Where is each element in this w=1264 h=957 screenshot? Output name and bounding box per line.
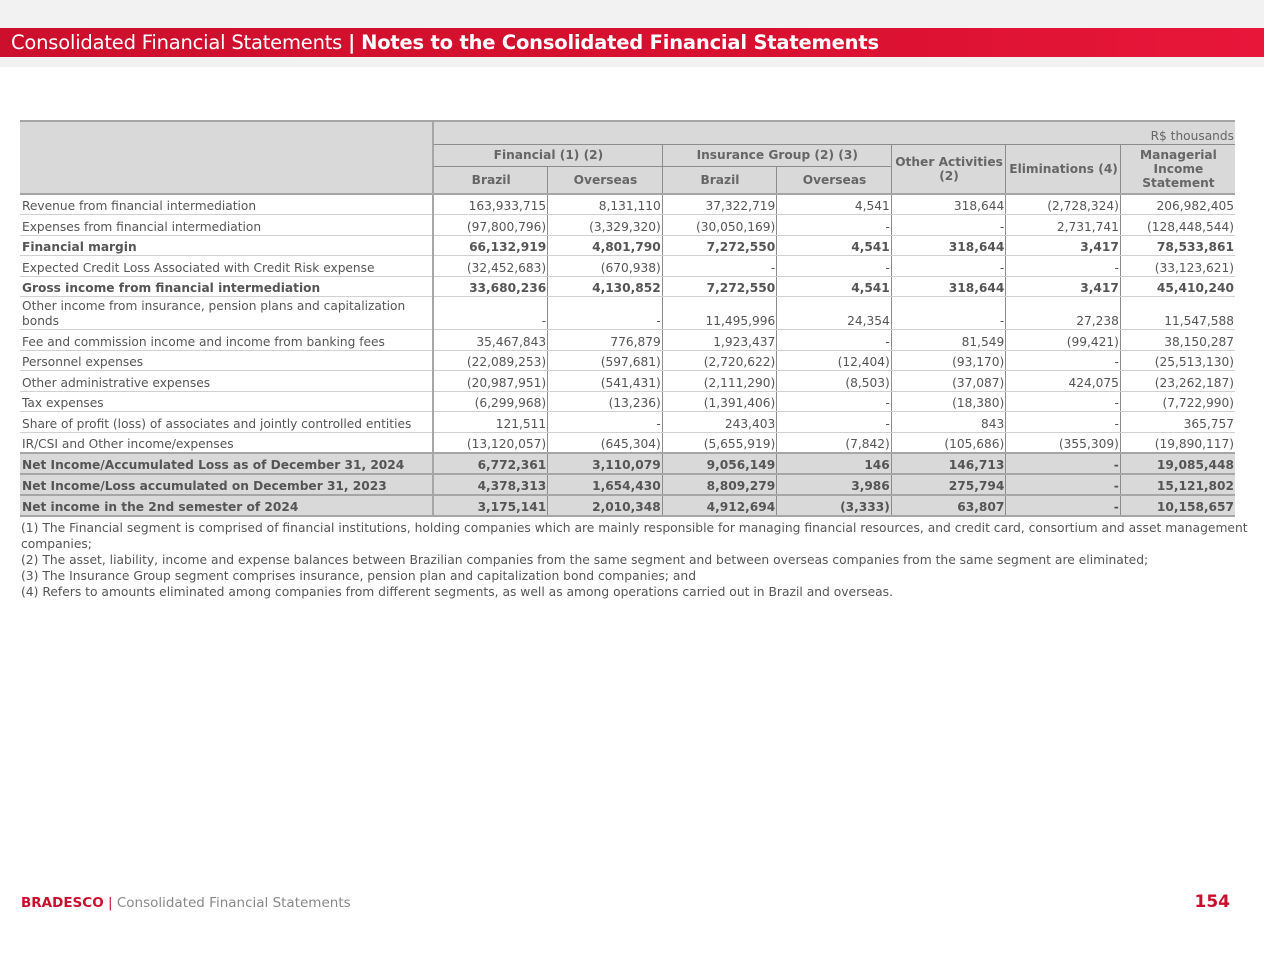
row-value: - <box>1006 412 1121 433</box>
row-label: Other administrative expenses <box>20 371 433 392</box>
page-header <box>0 28 1264 57</box>
row-value: 318,644 <box>891 276 1006 297</box>
row-value: (2,720,622) <box>662 350 777 371</box>
row-value: 9,056,149 <box>662 453 777 474</box>
footer-title: Consolidated Financial Statements <box>116 895 351 911</box>
row-value: 318,644 <box>891 194 1006 215</box>
row-value: 27,238 <box>1006 297 1121 330</box>
row-value: 78,533,861 <box>1120 235 1235 256</box>
row-value: - <box>1006 495 1121 516</box>
row-value: (645,304) <box>548 432 663 453</box>
table-row <box>20 235 1235 256</box>
row-value: 3,110,079 <box>548 453 663 474</box>
row-value: - <box>891 215 1006 236</box>
header-blank-cell <box>20 121 433 194</box>
row-value: 843 <box>891 412 1006 433</box>
row-value: 10,158,657 <box>1120 495 1235 516</box>
row-value: (2,728,324) <box>1006 194 1121 215</box>
row-value: (597,681) <box>548 350 663 371</box>
row-value: (7,722,990) <box>1120 391 1235 412</box>
row-value: 146 <box>777 453 892 474</box>
row-value: 66,132,919 <box>433 235 548 256</box>
footnote-3: (3) The Insurance Group segment comprises insurance, pension plan and capitalization bond companies; and <box>21 569 696 583</box>
row-value: - <box>891 297 1006 330</box>
row-value: (670,938) <box>548 256 663 277</box>
row-value: (105,686) <box>891 432 1006 453</box>
row-value: (2,111,290) <box>662 371 777 392</box>
row-value: (25,513,130) <box>1120 350 1235 371</box>
row-label: Fee and commission income and income from banking fees <box>20 330 433 351</box>
row-value: (355,309) <box>1006 432 1121 453</box>
table-row <box>20 432 1235 453</box>
row-value: (18,380) <box>891 391 1006 412</box>
group-insurance: Insurance Group (2) (3) <box>662 144 891 166</box>
row-value: 1,923,437 <box>662 330 777 351</box>
row-value: (99,421) <box>1006 330 1121 351</box>
row-value: 365,757 <box>1120 412 1235 433</box>
row-value: 146,713 <box>891 453 1006 474</box>
row-value: 19,085,448 <box>1120 453 1235 474</box>
group-other-activities: Other Activities (2) <box>891 144 1006 194</box>
page-footer <box>21 895 351 911</box>
row-value: (97,800,796) <box>433 215 548 236</box>
subheader-financial-overseas: Overseas <box>548 166 663 194</box>
row-value: 4,912,694 <box>662 495 777 516</box>
group-financial: Financial (1) (2) <box>433 144 662 166</box>
row-label: Net Income/Accumulated Loss as of December 31, 2024 <box>20 453 433 474</box>
row-value: (19,890,117) <box>1120 432 1235 453</box>
footer-brand: BRADESCO <box>21 895 104 911</box>
row-value: (3,333) <box>777 495 892 516</box>
row-value: 15,121,802 <box>1120 474 1235 495</box>
row-value: 3,175,141 <box>433 495 548 516</box>
row-value: 45,410,240 <box>1120 276 1235 297</box>
table-row <box>20 474 1235 495</box>
page-number: 154 <box>1194 892 1230 912</box>
subheader-financial-brazil: Brazil <box>433 166 548 194</box>
table-row <box>20 297 1235 330</box>
row-value: (20,987,951) <box>433 371 548 392</box>
unit-label: R$ thousands <box>433 121 1235 144</box>
subheader-insurance-overseas: Overseas <box>777 166 892 194</box>
row-value: (7,842) <box>777 432 892 453</box>
row-value: 275,794 <box>891 474 1006 495</box>
row-value: - <box>777 256 892 277</box>
footnote-1: (1) The Financial segment is comprised of financial institutions, holding companies which are mainly responsible for managing financial resources, and credit card, consortium and asset management companies; <box>21 521 1248 551</box>
table-row <box>20 371 1235 392</box>
segment-income-table <box>20 120 1235 517</box>
table-row <box>20 412 1235 433</box>
header-underline <box>0 57 1264 67</box>
row-value: (32,452,683) <box>433 256 548 277</box>
table-row <box>20 215 1235 236</box>
table-body <box>20 194 1235 516</box>
row-value: 11,547,588 <box>1120 297 1235 330</box>
row-value: (12,404) <box>777 350 892 371</box>
row-label: Share of profit (loss) of associates and jointly controlled entities <box>20 412 433 433</box>
row-value: 206,982,405 <box>1120 194 1235 215</box>
row-label: Expenses from financial intermediation <box>20 215 433 236</box>
row-value: (5,655,919) <box>662 432 777 453</box>
row-value: - <box>1006 350 1121 371</box>
row-value: 8,131,110 <box>548 194 663 215</box>
row-label: IR/CSI and Other income/expenses <box>20 432 433 453</box>
footnotes <box>21 520 1251 600</box>
row-value: - <box>777 330 892 351</box>
row-label: Net Income/Loss accumulated on December 31, 2023 <box>20 474 433 495</box>
row-value: 121,511 <box>433 412 548 433</box>
row-value: 163,933,715 <box>433 194 548 215</box>
table-row <box>20 495 1235 516</box>
row-label: Expected Credit Loss Associated with Credit Risk expense <box>20 256 433 277</box>
row-value: (541,431) <box>548 371 663 392</box>
footer-separator: | <box>107 895 113 911</box>
row-value: 37,322,719 <box>662 194 777 215</box>
table-row <box>20 256 1235 277</box>
row-label: Personnel expenses <box>20 350 433 371</box>
row-value: 4,801,790 <box>548 235 663 256</box>
row-value: (13,236) <box>548 391 663 412</box>
table-row <box>20 350 1235 371</box>
row-value: 243,403 <box>662 412 777 433</box>
row-value: - <box>1006 391 1121 412</box>
row-value: (37,087) <box>891 371 1006 392</box>
row-value: - <box>1006 256 1121 277</box>
row-value: - <box>662 256 777 277</box>
row-value: 35,467,843 <box>433 330 548 351</box>
row-label: Net income in the 2nd semester of 2024 <box>20 495 433 516</box>
row-value: (128,448,544) <box>1120 215 1235 236</box>
row-value: (23,262,187) <box>1120 371 1235 392</box>
row-value: - <box>777 215 892 236</box>
row-value: (3,329,320) <box>548 215 663 236</box>
row-value: (13,120,057) <box>433 432 548 453</box>
row-value: 11,495,996 <box>662 297 777 330</box>
table-row <box>20 391 1235 412</box>
table-row <box>20 453 1235 474</box>
row-value: 776,879 <box>548 330 663 351</box>
row-value: 4,130,852 <box>548 276 663 297</box>
row-value: 424,075 <box>1006 371 1121 392</box>
row-value: (93,170) <box>891 350 1006 371</box>
header-right-title: Notes to the Consolidated Financial Statements <box>361 31 879 54</box>
row-value: 24,354 <box>777 297 892 330</box>
subheader-insurance-brazil: Brazil <box>662 166 777 194</box>
row-value: (6,299,968) <box>433 391 548 412</box>
group-eliminations: Eliminations (4) <box>1006 144 1121 194</box>
row-value: 2,731,741 <box>1006 215 1121 236</box>
row-value: 81,549 <box>891 330 1006 351</box>
row-value: 4,541 <box>777 235 892 256</box>
row-label: Revenue from financial intermediation <box>20 194 433 215</box>
row-value: - <box>891 256 1006 277</box>
row-value: 7,272,550 <box>662 235 777 256</box>
row-value: 6,772,361 <box>433 453 548 474</box>
footnote-4: (4) Refers to amounts eliminated among companies from different segments, as well as among operations carried out in Brazil and overseas. <box>21 585 893 599</box>
row-value: - <box>1006 474 1121 495</box>
row-value: 318,644 <box>891 235 1006 256</box>
row-value: 33,680,236 <box>433 276 548 297</box>
row-value: 3,417 <box>1006 235 1121 256</box>
row-value: 3,417 <box>1006 276 1121 297</box>
row-value: (22,089,253) <box>433 350 548 371</box>
row-value: - <box>777 412 892 433</box>
row-value: (8,503) <box>777 371 892 392</box>
row-value: - <box>777 391 892 412</box>
row-value: (30,050,169) <box>662 215 777 236</box>
row-value: 38,150,287 <box>1120 330 1235 351</box>
footnote-2: (2) The asset, liability, income and expense balances between Brazilian companies from the same segment and between overseas companies from the same segment are eliminated; <box>21 553 1149 567</box>
header-left-title: Consolidated Financial Statements <box>11 31 343 54</box>
row-value: - <box>433 297 548 330</box>
row-value: - <box>548 412 663 433</box>
row-value: 1,654,430 <box>548 474 663 495</box>
row-value: - <box>1006 453 1121 474</box>
row-label: Gross income from financial intermediation <box>20 276 433 297</box>
top-margin <box>0 0 1264 28</box>
group-managerial-income: Managerial Income Statement <box>1120 144 1235 194</box>
table-row <box>20 194 1235 215</box>
table-row <box>20 330 1235 351</box>
row-value: (33,123,621) <box>1120 256 1235 277</box>
header-separator: | <box>348 31 356 54</box>
row-value: 2,010,348 <box>548 495 663 516</box>
row-value: 7,272,550 <box>662 276 777 297</box>
row-value: - <box>548 297 663 330</box>
row-label: Financial margin <box>20 235 433 256</box>
row-value: 4,541 <box>777 194 892 215</box>
row-value: 4,378,313 <box>433 474 548 495</box>
row-value: 8,809,279 <box>662 474 777 495</box>
row-value: (1,391,406) <box>662 391 777 412</box>
row-value: 3,986 <box>777 474 892 495</box>
row-value: 4,541 <box>777 276 892 297</box>
row-value: 63,807 <box>891 495 1006 516</box>
row-label: Tax expenses <box>20 391 433 412</box>
table-row <box>20 276 1235 297</box>
row-label: Other income from insurance, pension plans and capitalization bonds <box>20 297 433 330</box>
